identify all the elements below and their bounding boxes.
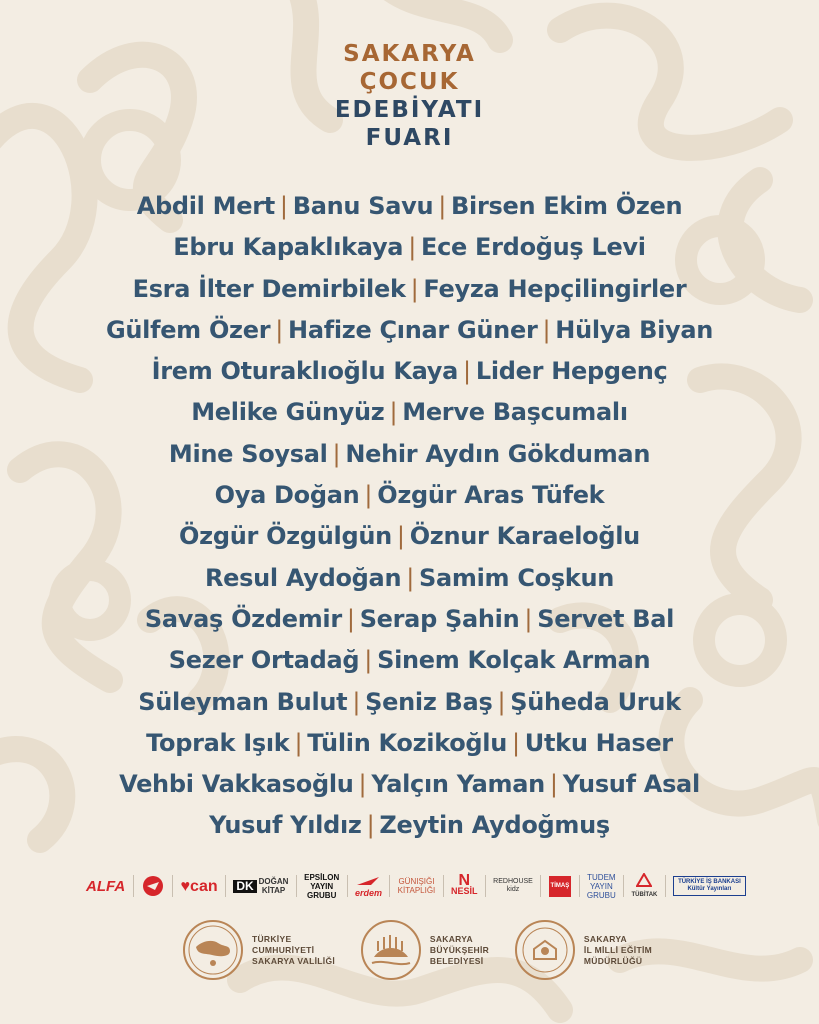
name-separator: | xyxy=(463,357,471,386)
erdem-logo xyxy=(355,875,382,898)
dogan-sub: KİTAP xyxy=(261,886,286,895)
buyuksehir-seal-icon xyxy=(360,919,422,981)
title-line-2: ÇOCUK xyxy=(359,69,460,95)
nesil-n-icon: N xyxy=(458,872,470,889)
epsilon-logo xyxy=(304,873,339,900)
author-name: Tülin Kozikoğlu xyxy=(307,728,507,757)
author-row xyxy=(0,558,819,599)
title-line-1: SAKARYA xyxy=(343,41,476,67)
valilik-line-3: SAKARYA VALİLİĞİ xyxy=(252,955,336,966)
name-separator: | xyxy=(396,522,405,551)
redhouse-line-2: kidz xyxy=(506,886,520,893)
name-separator: | xyxy=(275,315,284,344)
author-row xyxy=(0,723,819,764)
divider xyxy=(347,875,348,897)
author-name: Yusuf Asal xyxy=(562,770,700,799)
author-name: Banu Savu xyxy=(292,192,434,220)
author-name: Özgür Aras Tüfek xyxy=(377,481,605,510)
gunisigi-line-1: GÜNIŞIĞI xyxy=(398,877,435,886)
author-name: Feyza Hepçilingirler xyxy=(423,274,687,303)
gunisigi-line-2: KİTAPLIĞI xyxy=(397,886,436,895)
name-separator: | xyxy=(512,728,520,757)
buyuksehir-line-2: BÜYÜKŞEHİR xyxy=(429,944,490,955)
author-name: Yalçın Yaman xyxy=(371,770,545,799)
name-separator: | xyxy=(279,192,288,220)
author-name: Ece Erdoğuş Levi xyxy=(421,233,646,262)
heart-icon: ♥ xyxy=(180,877,191,895)
name-separator: | xyxy=(352,687,361,716)
publisher-logo-bar xyxy=(86,868,746,904)
nesil-text: NESİL xyxy=(450,886,478,896)
name-separator: | xyxy=(364,646,373,675)
tubitak-logo xyxy=(631,873,657,900)
author-name: Resul Aydoğan xyxy=(204,563,402,592)
name-separator: | xyxy=(524,604,533,633)
divider xyxy=(623,875,624,897)
redhouse-line-1: REDHOUSE xyxy=(493,878,533,885)
author-name: Hülya Biyan xyxy=(555,315,714,344)
author-name: Lider Hepgenç xyxy=(475,357,668,386)
redhouse-logo xyxy=(493,878,533,894)
author-name: Oya Doğan xyxy=(214,481,360,510)
can-logo-text: can xyxy=(190,877,218,895)
author-row xyxy=(0,434,819,475)
author-name: Birsen Ekim Özen xyxy=(451,192,683,220)
meb-line-2: İL MİLLİ EĞİTİM xyxy=(583,944,652,955)
alfa-logo: ALFA xyxy=(86,877,126,895)
isbank-logo xyxy=(673,876,746,896)
author-row xyxy=(0,269,819,310)
author-name: Sezer Ortadağ xyxy=(168,646,360,675)
buyuksehir-logo xyxy=(360,919,489,981)
author-name: Yusuf Yıldız xyxy=(209,811,362,840)
valilik-line-1: TÜRKİYE xyxy=(252,933,292,944)
author-name: Samim Coşkun xyxy=(419,563,615,592)
name-separator: | xyxy=(346,604,355,633)
author-row xyxy=(0,516,819,557)
author-name: Mine Soysal xyxy=(168,439,328,468)
author-row xyxy=(0,186,819,227)
name-separator: | xyxy=(389,398,398,427)
epsilon-line-2: YAYIN xyxy=(310,881,334,891)
valilik-seal-icon xyxy=(182,919,244,981)
valilik-line-2: CUMHURİYETİ xyxy=(252,944,315,955)
name-separator: | xyxy=(364,481,373,510)
author-name: Vehbi Vakkasoğlu xyxy=(119,770,354,799)
author-row xyxy=(0,351,819,392)
name-separator: | xyxy=(332,439,341,468)
author-row xyxy=(0,392,819,433)
author-row xyxy=(0,682,819,723)
name-separator: | xyxy=(497,687,506,716)
divider xyxy=(443,875,444,897)
erdem-bird-icon xyxy=(355,875,381,887)
dogan-name: DOĞAN xyxy=(258,877,289,886)
author-name: Öznur Karaeloğlu xyxy=(409,522,640,551)
name-separator: | xyxy=(410,274,419,303)
author-row xyxy=(0,640,819,681)
author-name: Ebru Kapaklıkaya xyxy=(173,233,404,262)
name-separator: | xyxy=(294,728,303,757)
divider xyxy=(389,875,390,897)
meb-line-1: SAKARYA xyxy=(583,933,627,944)
divider xyxy=(579,875,580,897)
buyuksehir-line-3: BELEDİYESİ xyxy=(429,955,484,966)
valilik-logo xyxy=(182,919,335,981)
author-row xyxy=(0,227,819,268)
divider xyxy=(296,875,297,897)
tubitak-text: TÜBİTAK xyxy=(631,891,658,898)
author-name: Zeytin Aydoğmuş xyxy=(379,811,610,840)
author-name: Süleyman Bulut xyxy=(138,687,348,716)
institution-logo-bar xyxy=(182,918,652,982)
tubitak-emblem-icon xyxy=(636,873,652,887)
author-name: Serap Şahin xyxy=(359,604,520,633)
name-separator: | xyxy=(366,811,375,840)
author-name: Özgür Özgülgün xyxy=(179,522,392,551)
tudem-logo xyxy=(587,873,616,900)
author-name: Şeniz Baş xyxy=(365,687,493,716)
timas-text: TİMAŞ xyxy=(550,882,570,889)
buyuksehir-line-1: SAKARYA xyxy=(429,933,473,944)
erdem-text: erdem xyxy=(354,887,382,898)
epsilon-line-1: EPSİLON xyxy=(304,872,340,882)
author-row xyxy=(0,475,819,516)
author-name: Sinem Kolçak Arman xyxy=(377,646,651,675)
author-name: İrem Oturaklıoğlu Kaya xyxy=(151,357,459,386)
divider xyxy=(133,875,134,897)
author-name: Hafize Çınar Güner xyxy=(288,315,538,344)
nesil-logo xyxy=(450,872,478,896)
divider xyxy=(485,875,486,897)
author-name: Merve Başcumalı xyxy=(402,398,628,427)
dogan-kitap-logo xyxy=(233,877,288,895)
tudem-line-1: TUDEM xyxy=(587,872,616,882)
fair-title xyxy=(0,40,819,152)
author-row xyxy=(0,764,819,805)
gunisigi-logo xyxy=(398,877,436,895)
divider xyxy=(225,875,226,897)
name-separator: | xyxy=(542,315,551,344)
title-line-4: FUARI xyxy=(365,125,454,151)
author-name: Abdil Mert xyxy=(136,192,275,220)
tudem-line-3: GRUBU xyxy=(586,890,616,900)
meb-logo xyxy=(514,919,652,981)
isbank-line-1: TÜRKİYE İŞ BANKASI xyxy=(678,879,741,885)
name-separator: | xyxy=(408,233,416,262)
name-separator: | xyxy=(438,192,447,220)
divider xyxy=(665,875,666,897)
author-name: Gülfem Özer xyxy=(105,315,271,344)
author-row xyxy=(0,310,819,351)
author-name: Toprak Işık xyxy=(146,728,290,757)
author-name: Savaş Özdemir xyxy=(144,604,342,633)
author-name: Nehir Aydın Gökduman xyxy=(345,439,651,468)
name-separator: | xyxy=(358,770,367,799)
author-name: Utku Haser xyxy=(524,728,673,757)
author-row xyxy=(0,599,819,640)
author-name: Servet Bal xyxy=(537,604,675,633)
author-name: Şüheda Uruk xyxy=(510,687,681,716)
epsilon-line-3: GRUBU xyxy=(307,890,337,900)
tudem-line-2: YAYIN xyxy=(589,881,613,891)
divider xyxy=(172,875,173,897)
name-separator: | xyxy=(406,563,415,592)
name-separator: | xyxy=(549,770,558,799)
author-row xyxy=(0,805,819,846)
can-logo xyxy=(180,877,218,895)
meb-line-3: MÜDÜRLÜĞÜ xyxy=(583,955,643,966)
title-line-3: EDEBİYATI xyxy=(334,97,485,123)
timas-logo xyxy=(549,876,572,897)
author-list xyxy=(0,186,819,847)
author-name: Esra İlter Demirbilek xyxy=(132,274,406,303)
meb-seal-icon xyxy=(514,919,576,981)
dogan-dk-mark: DK xyxy=(233,880,256,893)
divider xyxy=(540,875,541,897)
author-name: Melike Günyüz xyxy=(191,398,385,427)
publisher-emblem-icon xyxy=(141,874,165,898)
isbank-line-2: Kültür Yayınları xyxy=(687,886,732,892)
